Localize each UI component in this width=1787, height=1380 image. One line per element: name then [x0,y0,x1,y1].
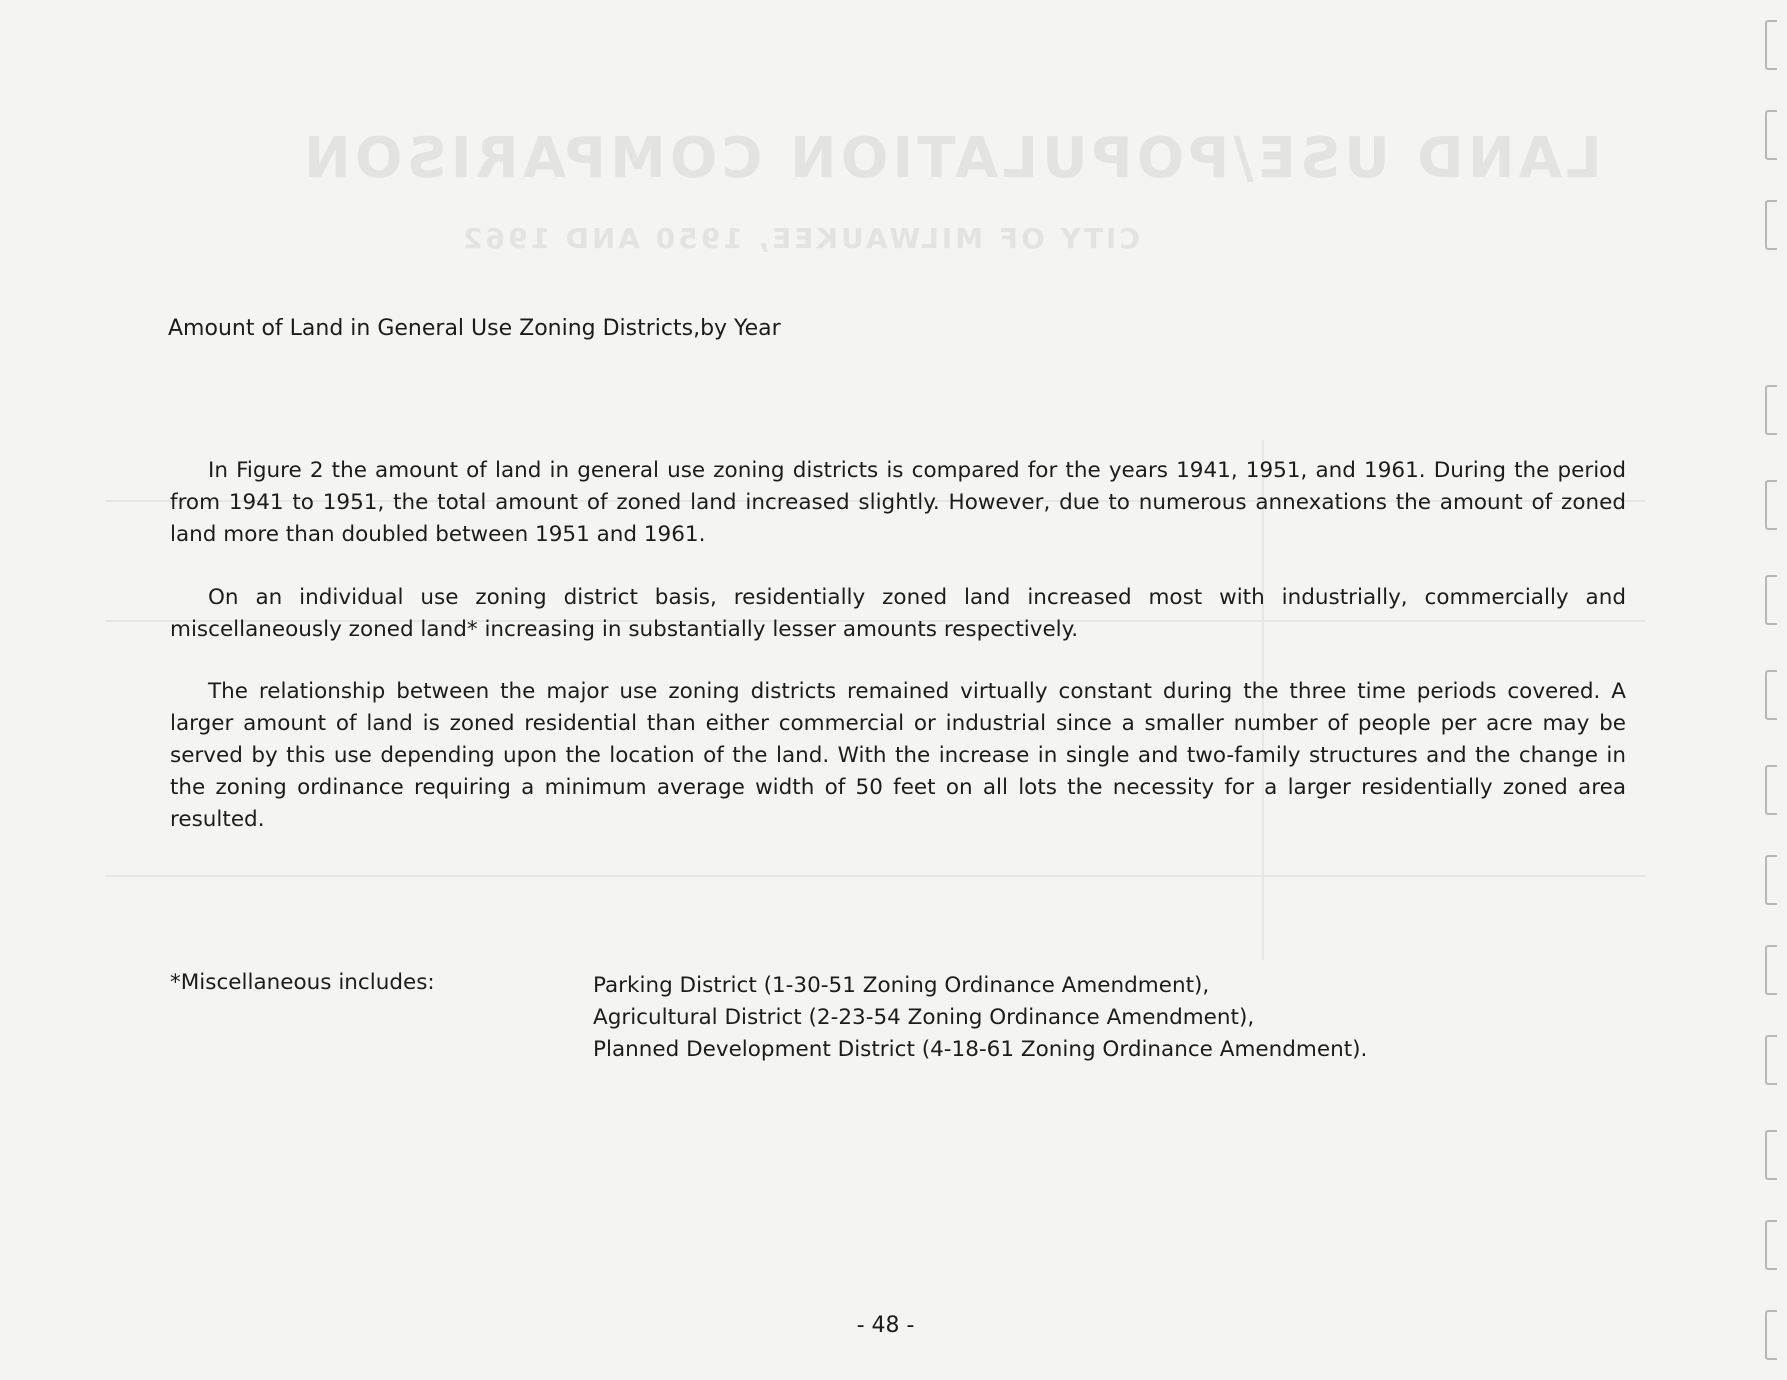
page-number: - 48 - [856,1313,915,1338]
binding-mark [1765,855,1777,905]
section-heading: Amount of Land in General Use Zoning Districts,by Year [168,316,781,341]
bleed-through-rule [105,875,1645,877]
binding-mark [1765,765,1777,815]
binding-mark [1765,945,1777,995]
binding-mark [1765,1310,1777,1360]
bleed-through-subtitle: CITY OF MILWAUKEE, 1950 AND 1962 [460,222,1140,255]
bleed-through-title: LAND USE/POPULATION COMPARISON [300,126,1602,191]
binding-mark [1765,1130,1777,1180]
footnote-list [593,970,1367,1066]
binding-mark [1765,20,1777,70]
paragraph-1: In Figure 2 the amount of land in general use zoning districts is compared for the years 1941, 1951, and 1961. During the period from 1941 to 1951, the total amount of zoned land increased slightly. However, due to numerous annexations the amount of zoned land more than doubled between 1951 and 1961. [170,458,1626,547]
binding-mark [1765,1035,1777,1085]
footnote-label: *Miscellaneous includes: [170,970,435,995]
binding-mark [1765,1220,1777,1270]
binding-mark [1765,200,1777,250]
binding-mark [1765,575,1777,625]
binding-mark [1765,385,1777,435]
footnote-item: Planned Development District (4-18-61 Zoning Ordinance Amendment). [593,1037,1368,1062]
paragraph-3: The relationship between the major use zoning districts remained virtually constant during the three time periods covered. A larger amount of land is zoned residential than either commercial or industrial since a smaller number of people per acre may be served by this use depending upon the location of the land. With the increase in single and two-family structures and the change in the zoning ordinance requiring a minimum average width of 50 feet on all lots the necessity for a larger residentially zoned area resulted. [170,679,1626,832]
footnote-item: Agricultural District (2-23-54 Zoning Ordinance Amendment), [593,1005,1255,1030]
binding-mark [1765,110,1777,160]
binding-mark [1765,480,1777,530]
footnote-item: Parking District (1-30-51 Zoning Ordinance Amendment), [593,973,1210,998]
paragraph-2: On an individual use zoning district basis, residentially zoned land increased most with industrially, commercially and miscellaneously zoned land* increasing in substantially lesser amounts respectively. [170,585,1626,642]
binding-mark [1765,670,1777,720]
